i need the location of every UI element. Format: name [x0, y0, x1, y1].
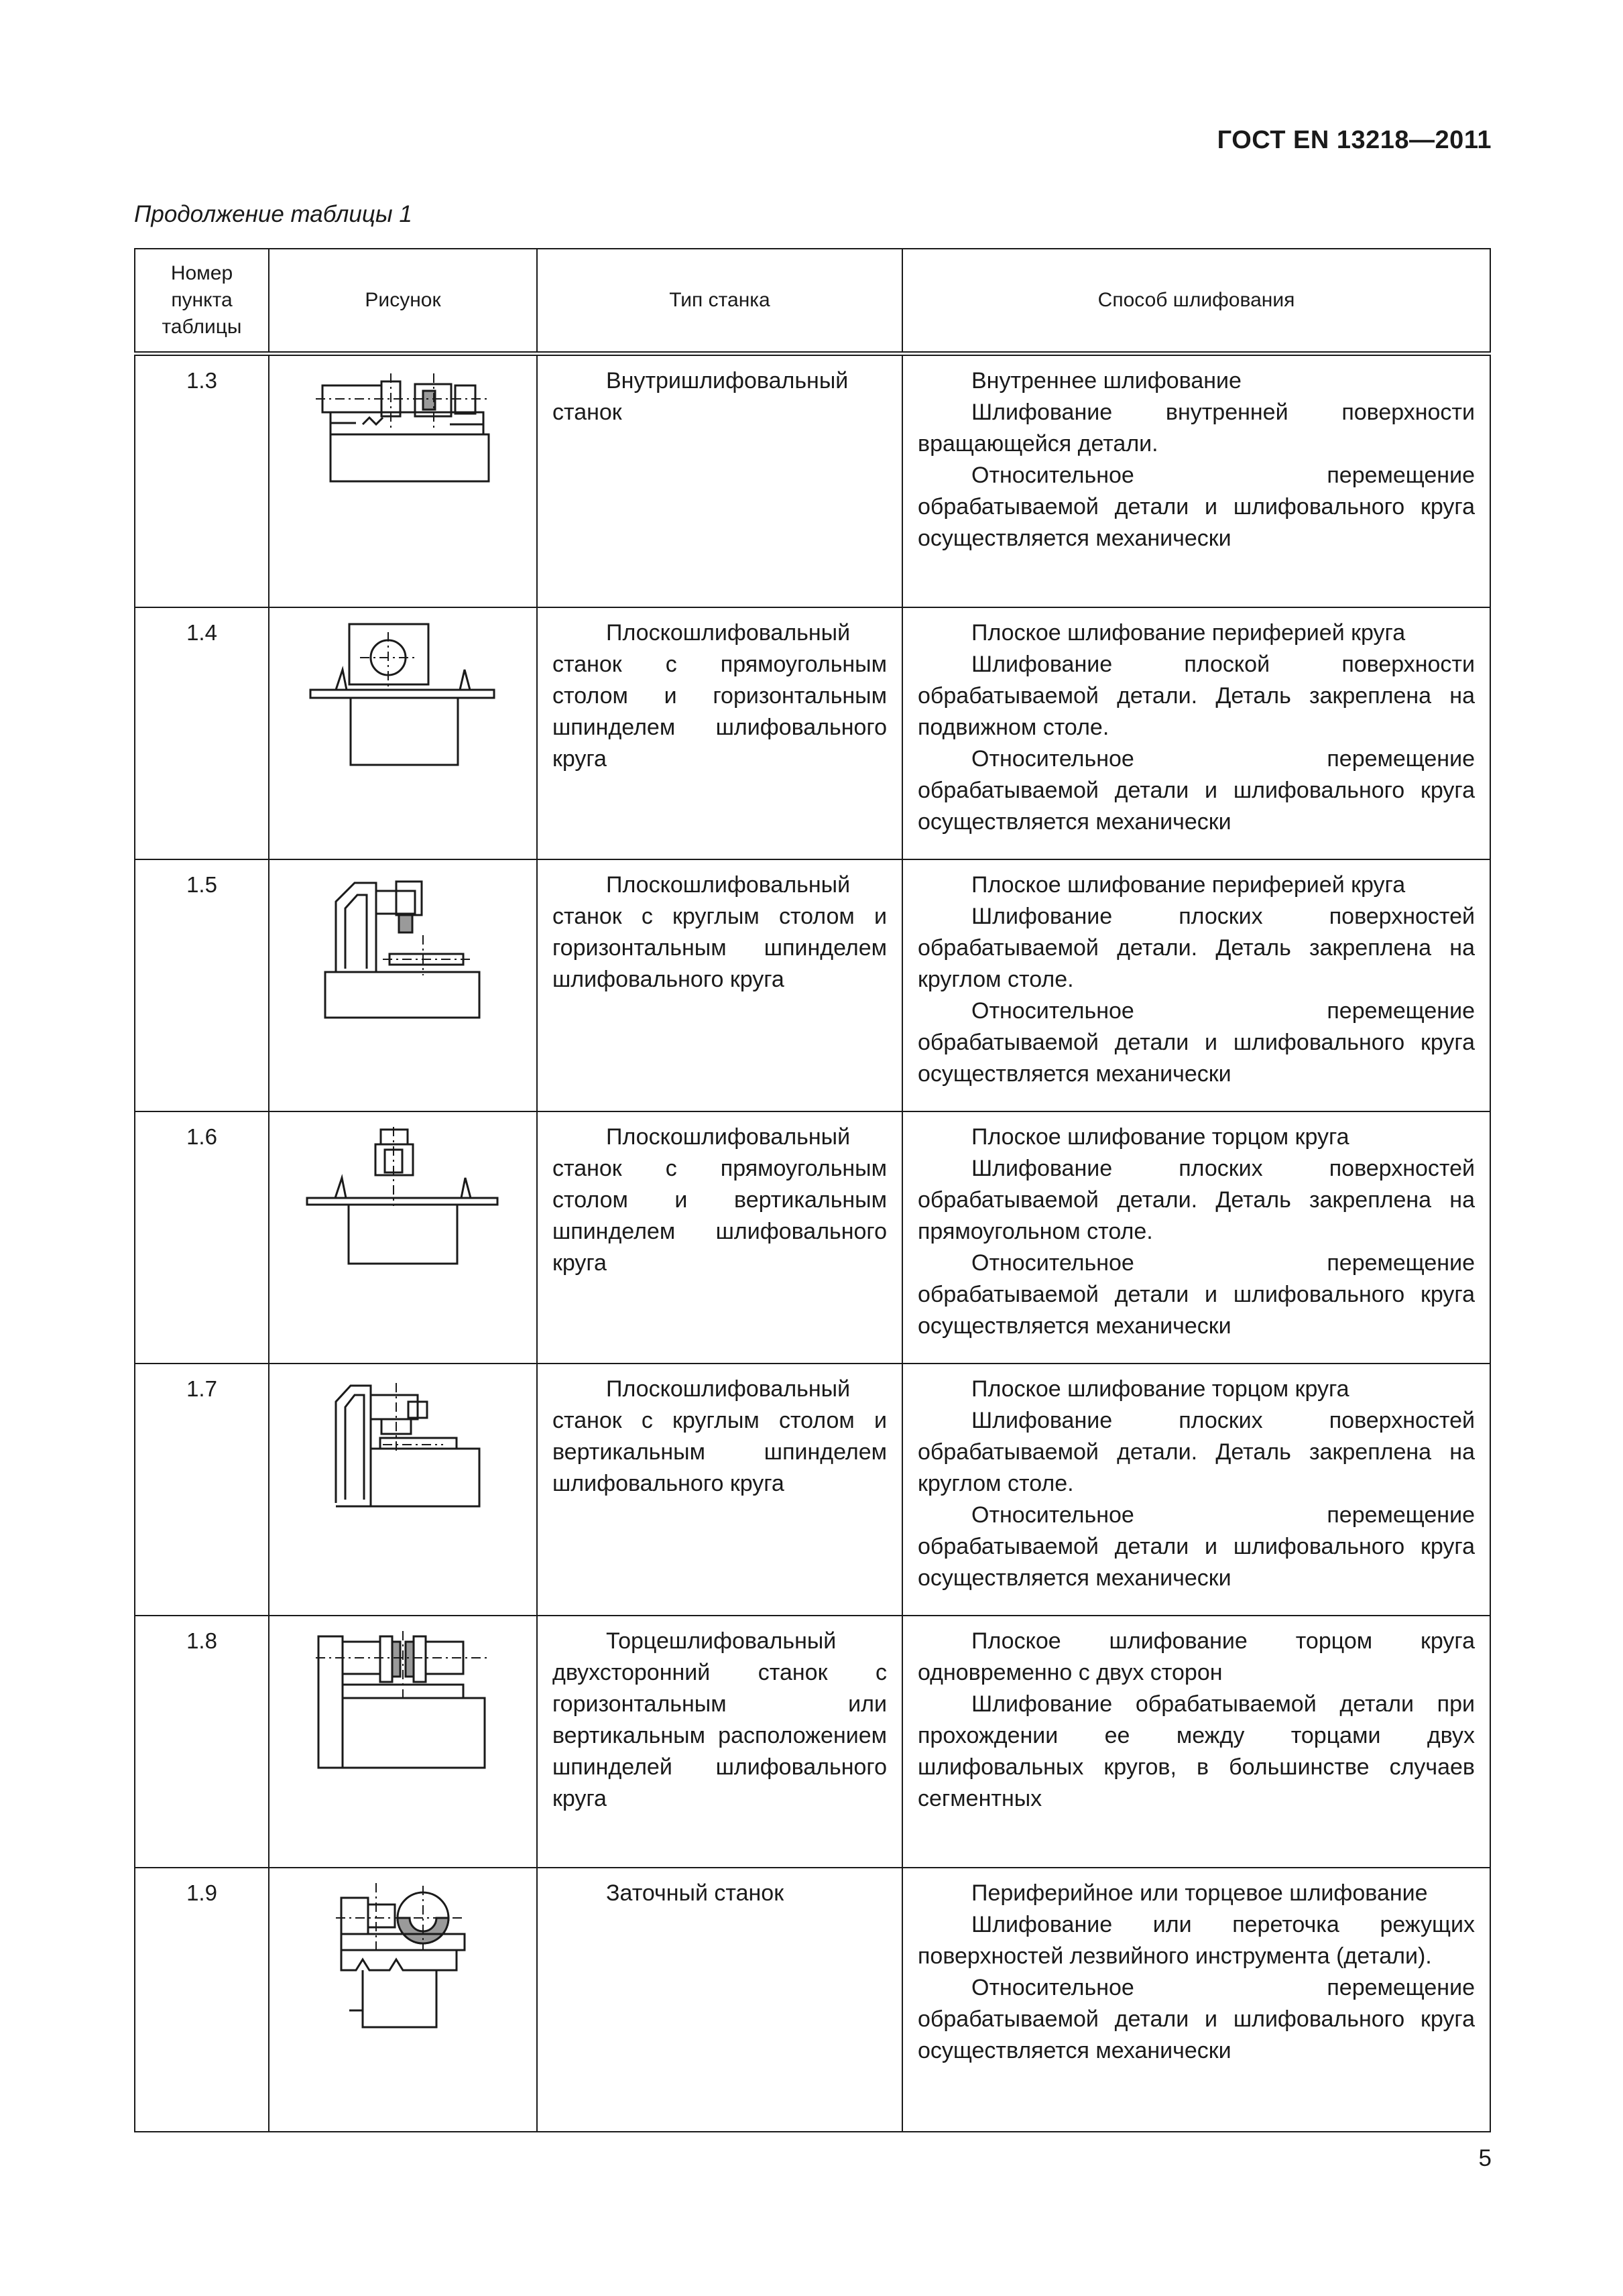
row-number: 1.3 — [135, 354, 269, 608]
row-number: 1.9 — [135, 1868, 269, 2132]
document-id: ГОСТ EN 13218—2011 — [1217, 126, 1492, 154]
surface-grinder-round-table-horizontal-spindle-figure — [322, 875, 483, 1022]
row-number: 1.6 — [135, 1111, 269, 1364]
double-face-grinder-figure — [316, 1631, 490, 1772]
row-figure — [269, 859, 537, 1111]
header-method: Способ шлифования — [902, 249, 1490, 354]
tool-grinder-figure — [336, 1883, 470, 2037]
table-row — [135, 859, 1490, 1111]
row-figure — [269, 1364, 537, 1616]
row-number: 1.4 — [135, 607, 269, 859]
row-figure — [269, 1111, 537, 1364]
table-row — [135, 1616, 1490, 1868]
table-row — [135, 1111, 1490, 1364]
table-row — [135, 1364, 1490, 1616]
row-figure — [269, 1616, 537, 1868]
surface-grinder-rect-table-vertical-spindle-figure — [306, 1127, 500, 1268]
grinding-method: Плоское шлифование торцом круга Шлифование плоских поверхностей обрабатываемой детали. Деталь закреплена на круглом столе. Относительное перемещение обрабатываемой детали и шлифовального круга осуществляется механически — [902, 1364, 1490, 1616]
grinding-method: Плоское шлифование периферией круга Шлифование плоских поверхностей обрабатываемой детали. Деталь закреплена на круглом столе. Относительное перемещение обрабатываемой детали и шлифовального круга осуществляется механически — [902, 859, 1490, 1111]
machine-type: Плоскошлифовальный станок с круглым столом и вертикальным шпинделем шлифовального круга — [537, 1364, 902, 1616]
grinding-method: Внутреннее шлифование Шлифование внутренней поверхности вращающейся детали. Относительное перемещение обрабатываемой детали и шлифовального круга осуществляется механически — [902, 354, 1490, 608]
machines-table — [134, 248, 1491, 2132]
machine-type: Заточный станок — [537, 1868, 902, 2132]
table-caption: Продолжение таблицы 1 — [134, 201, 412, 227]
header-figure: Рисунок — [269, 249, 537, 354]
grinding-method: Плоское шлифование периферией круга Шлифование плоской поверхности обрабатываемой детали. Деталь закреплена на подвижном столе. Относительное перемещение обрабатываемой детали и шлифовального круга осуществляется механически — [902, 607, 1490, 859]
header-type: Тип станка — [537, 249, 902, 354]
surface-grinder-round-table-vertical-spindle-figure — [322, 1379, 483, 1513]
table-row — [135, 354, 1490, 608]
internal-grinder-figure — [316, 371, 490, 485]
header-num: Номер пункта таблицы — [135, 249, 269, 354]
table-header-row — [135, 249, 1490, 354]
table-row — [135, 607, 1490, 859]
machine-type: Торцешлифовальный двухсторонний станок с горизонтальным или вертикальным расположением шпинделей шлифовального круга — [537, 1616, 902, 1868]
machine-type: Плоскошлифовальный станок с прямоугольным столом и вертикальным шпинделем шлифовального круга — [537, 1111, 902, 1364]
grinding-method: Периферийное или торцевое шлифование Шлифование или переточка режущих поверхностей лезвийного инструмента (детали). Относительное перемещение обрабатываемой детали и шлифовального круга осуществляется механически — [902, 1868, 1490, 2132]
row-figure — [269, 1868, 537, 2132]
surface-grinder-rect-table-horizontal-spindle-figure — [309, 623, 497, 770]
page-number: 5 — [1478, 2145, 1492, 2171]
grinding-method: Плоское шлифование торцом круга одновременно с двух сторон Шлифование обрабатываемой детали при прохождении ее между торцами двух шлифовальных кругов, в большинстве случаев сегментных — [902, 1616, 1490, 1868]
row-figure — [269, 607, 537, 859]
grinding-method: Плоское шлифование торцом круга Шлифование плоских поверхностей обрабатываемой детали. Деталь закреплена на прямоугольном столе. Относительное перемещение обрабатываемой детали и шлифовального круга осуществляется механически — [902, 1111, 1490, 1364]
table-row — [135, 1868, 1490, 2132]
row-number: 1.8 — [135, 1616, 269, 1868]
machine-type: Плоскошлифовальный станок с прямоугольным столом и горизонтальным шпинделем шлифовального круга — [537, 607, 902, 859]
row-figure — [269, 354, 537, 608]
machine-type: Внутришлифовальный станок — [537, 354, 902, 608]
row-number: 1.7 — [135, 1364, 269, 1616]
machine-type: Плоскошлифовальный станок с круглым столом и горизонтальным шпинделем шлифовального круга — [537, 859, 902, 1111]
row-number: 1.5 — [135, 859, 269, 1111]
